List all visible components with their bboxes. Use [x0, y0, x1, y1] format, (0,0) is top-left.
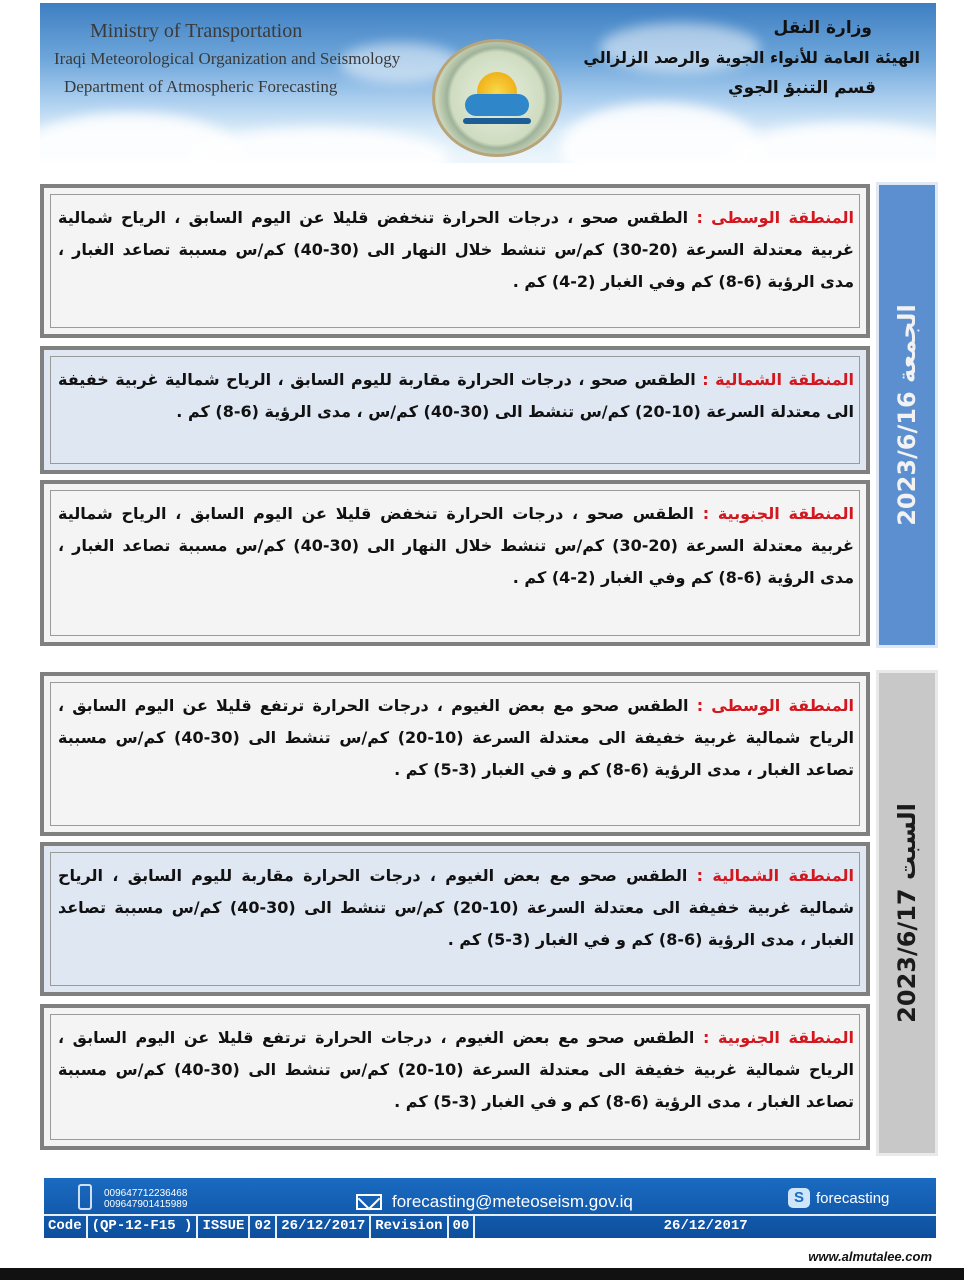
forecast-box-day1-north: [40, 346, 870, 474]
forecast-box-day2-central: [40, 672, 870, 836]
phone-number: 009647901415989: [104, 1199, 188, 1210]
forecast-box-day1-south: [40, 480, 870, 646]
issue-value: 02: [250, 1216, 277, 1238]
organization-seal-icon: [432, 39, 562, 157]
ministry-name-en: Ministry of Transportation: [90, 20, 303, 42]
forecast-text: الطقس صحو ، درجات الحرارة تنخفض قليلا عن اليوم السابق ، الرياح شمالية غربية معتدلة السرعة (20-30) كم/س تنشط خلال النهار الى (30-40) كم/س مسببة تصاعد الغبار ، مدى الرؤية (6-8) كم وفي الغبار (2-4) كم .: [58, 504, 854, 587]
code-value: (QP-12-F15 ): [88, 1216, 199, 1238]
organization-name-en: Iraqi Meteorological Organization and Seismology: [54, 49, 401, 68]
date-label: الجمعة 2023/6/16: [893, 304, 921, 526]
code-label: Code: [44, 1216, 88, 1238]
forecast-text: الطقس صحو مع بعض الغيوم ، درجات الحرارة مقاربة لليوم السابق ، الرياح شمالية غربية خفيفة الى معتدلة السرعة (10-20) كم/س تنشط الى (30-40) كم/س مسببة تصاعد الغبار ، مدى الرؤية (6-8) كم و في الغبار (3-5) كم .: [58, 866, 855, 949]
region-label: المنطقة الجنوبية :: [702, 504, 855, 523]
ministry-name-ar: وزارة النقل: [773, 18, 872, 38]
skype-icon: S: [788, 1188, 810, 1208]
forecast-text: الطقس صحو مع بعض الغيوم ، درجات الحرارة ترتفع قليلا عن اليوم السابق ، الرياح شمالية غربية خفيفة الى معتدلة السرعة (10-20) كم/س تنشط الى (30-40) كم/س مسببة تصاعد الغبار ، مدى الرؤية (6-8) كم و في الغبار (3-5) كم .: [58, 1028, 855, 1111]
website-watermark: www.almutalee.com: [804, 1248, 936, 1265]
forecast-box-day2-north: [40, 842, 870, 996]
phone-numbers: [104, 1188, 187, 1210]
header-english: [54, 17, 400, 101]
region-label: المنطقة الشمالية :: [696, 866, 855, 885]
region-label: المنطقة الوسطى :: [696, 208, 854, 227]
bottom-edge: [0, 1268, 964, 1280]
footer-bar: [44, 1178, 936, 1238]
phone-icon: [78, 1184, 92, 1210]
header-arabic: [583, 13, 920, 103]
forecast-text: الطقس صحو ، درجات الحرارة تنخفض قليلا عن اليوم السابق ، الرياح شمالية غربية معتدلة السرعة (20-30) كم/س تنشط خلال النهار الى (30-40) كم/س مسببة تصاعد الغبار ، مدى الرؤية (6-8) كم وفي الغبار (2-4) كم .: [58, 208, 854, 291]
revision-date: 26/12/2017: [663, 1218, 748, 1234]
region-label: المنطقة الشمالية :: [702, 370, 854, 389]
letterhead-banner: [40, 3, 936, 163]
date-label: السبت 2023/6/17: [893, 803, 921, 1023]
date-bar-day1: [876, 182, 938, 648]
revision-label: Revision: [371, 1216, 448, 1238]
phone-number: 009647712236468: [104, 1188, 188, 1199]
forecast-box-day2-south: [40, 1004, 870, 1150]
department-name-en: Department of Atmospheric Forecasting: [64, 77, 338, 96]
email-address[interactable]: forecasting@meteoseism.gov.iq: [392, 1192, 633, 1211]
issue-label: ISSUE: [198, 1216, 250, 1238]
forecast-text: الطقس صحو ، درجات الحرارة مقاربة لليوم السابق ، الرياح شمالية غربية خفيفة الى معتدلة السرعة (10-20) كم/س تنشط الى (30-40) كم/س ، مدى الرؤية (6-8) كم .: [58, 370, 854, 421]
revision-value: 00: [449, 1216, 476, 1238]
forecast-box-day1-central: [40, 184, 870, 338]
organization-name-ar: الهيئة العامة للأنواء الجوية والرصد الزلزالي: [583, 48, 920, 67]
document-control-row: [44, 1214, 936, 1238]
date-bar-day2: [876, 670, 938, 1156]
department-name-ar: قسم التنبؤ الجوي: [728, 78, 876, 98]
forecast-text: الطقس صحو مع بعض الغيوم ، درجات الحرارة ترتفع قليلا عن اليوم السابق ، الرياح شمالية غربية خفيفة الى معتدلة السرعة (10-20) كم/س تنشط الى (30-40) كم/س مسببة تصاعد الغبار ، مدى الرؤية (6-8) كم و في الغبار (3-5) كم .: [58, 696, 855, 779]
skype-handle: forecasting: [816, 1190, 890, 1207]
issue-date: 26/12/2017: [277, 1216, 371, 1238]
envelope-icon: [356, 1194, 382, 1210]
region-label: المنطقة الجنوبية :: [703, 1028, 854, 1047]
region-label: المنطقة الوسطى :: [696, 696, 855, 715]
